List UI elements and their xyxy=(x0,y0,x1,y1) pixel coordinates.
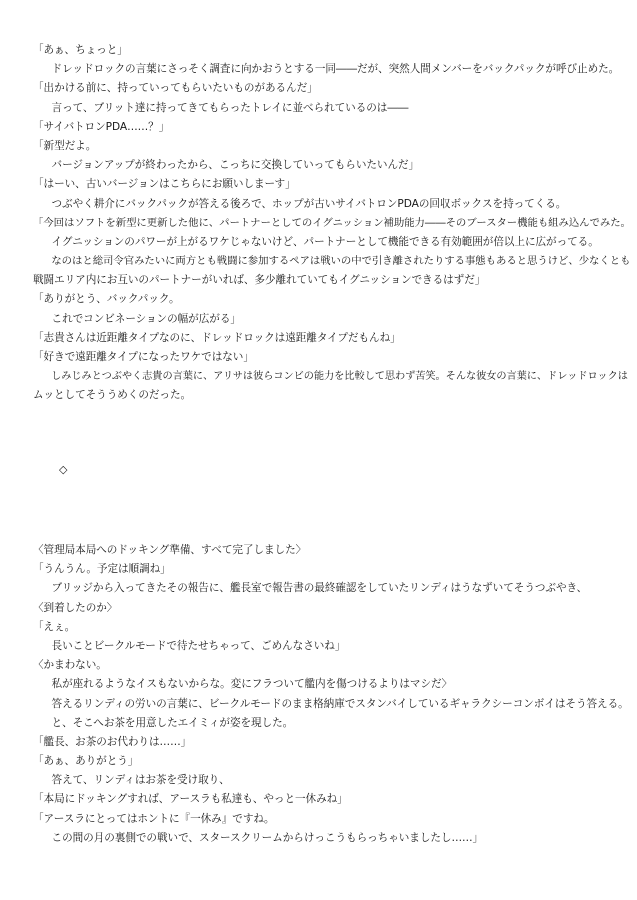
text-line: イグニッションのパワーが上がるワケじゃないけど、パートナーとして機能できる有効範囲が倍以上に広がってる。 xyxy=(41,235,599,248)
text-line: 答えるリンディの労いの言葉に、ビークルモードのまま格納庫でスタンバイしているギャラクシーコンボイはそう答える。 xyxy=(41,697,629,710)
text-line: 「志貴さんは近距離タイプなのに、ドレッドロックは遠距離タイプだもんね」 xyxy=(33,331,401,344)
text-line: この間の月の裏側での戦いで、スタースクリームからけっこうもらっちゃいましたし……」 xyxy=(41,831,484,844)
text-line: 「あぁ、ありがとう」 xyxy=(33,755,139,768)
text-line: 「えぇ。 xyxy=(33,620,76,633)
text-line: 〈かまわない。 xyxy=(33,659,107,672)
text-line: 「好きで遠距離タイプになったワケではない」 xyxy=(33,351,254,363)
text-line: と、そこへお茶を用意したエイミィが姿を現した。 xyxy=(41,716,294,729)
text-line: ブリッジから入ってきたその報告に、艦長室で報告書の最終確認をしていたリンディはうなずいてそうつぶやき、 xyxy=(41,582,588,595)
text-line: 「はーい、古いバージョンはこちらにお願いしまーす」 xyxy=(33,178,296,191)
text-line: 「出かける前に、持っていってもらいたいものがあるんだ」 xyxy=(33,82,318,95)
text-line: 長いことビークルモードで待たせちゃって、ごめんなさいね」 xyxy=(41,639,346,652)
scene-separator-diamond: ◇ xyxy=(59,463,68,476)
text-line: 「アースラにとってはホントに『一休み』ですね。 xyxy=(33,812,275,825)
text-line: 「あぁ、ちょっと」 xyxy=(33,44,128,56)
text-line: なのはと総司令官みたいに両方とも戦闘に参加するペアは戦いの中で引き離されたりする事態もあると思うけど、少なくとも xyxy=(41,255,631,268)
text-line: ドレッドロックの言葉にさっそく調査に向かおうとする一同――だが、突然人間メンバーをバックパックが呼び止めた。 xyxy=(41,63,620,76)
text-block-scene-1 xyxy=(33,41,631,406)
text-line: 「艦長、お茶のお代わりは……」 xyxy=(33,735,192,748)
text-line: これでコンビネーションの幅が広がる」 xyxy=(41,312,241,325)
text-line: 私が座れるようなイスもないからな。変にフラついて艦内を傷つけるよりはマシだ〉 xyxy=(41,678,453,691)
text-line: 言って、ブリット達に持ってきてもらったトレイに並べられているのは―― xyxy=(41,101,409,114)
text-line: 「ありがとう、バックパック。 xyxy=(33,293,180,306)
text-line: 答えて、リンディはお茶を受け取り、 xyxy=(41,774,230,787)
text-line: しみじみとつぶやく志貴の言葉に、アリサは彼らコンビの能力を比較して思わず苦笑。そんな彼女の言葉に、ドレッドロックは xyxy=(41,371,628,383)
text-line: つぶやく耕介にバックパックが答える後ろで、ホップが古いサイバトロンPDAの回収ボックスを持ってくる。 xyxy=(41,197,567,210)
text-line: ムッとしてそううめくのだった。 xyxy=(33,389,192,402)
text-line: 「新型だよ。 xyxy=(33,139,97,152)
text-line: 「今回はソフトを新型に更新した他に、パートナーとしてのイグニッション補助能力――そのブースター機能も組み込んでみた。 xyxy=(33,216,631,229)
text-line: 〈管理局本局へのドッキング準備、すべて完了しました〉 xyxy=(33,544,307,556)
text-line: 「サイバトロンPDA……？」 xyxy=(33,120,170,133)
text-block-scene-2 xyxy=(33,541,629,848)
text-line: 〈到着したのか〉 xyxy=(33,601,118,614)
text-line: バージョンアップが終わったから、こっちに交換していってもらいたいんだ」 xyxy=(41,159,420,172)
text-line: 「本局にドッキングすれば、アースラも私達も、やっと一休みね」 xyxy=(33,793,348,806)
text-line: 戦闘エリア内にお互いのパートナーがいれば、多少離れていてもイグニッションできるはずだ」 xyxy=(33,274,486,287)
text-line: 「うんうん。予定は順調ね」 xyxy=(33,563,171,576)
